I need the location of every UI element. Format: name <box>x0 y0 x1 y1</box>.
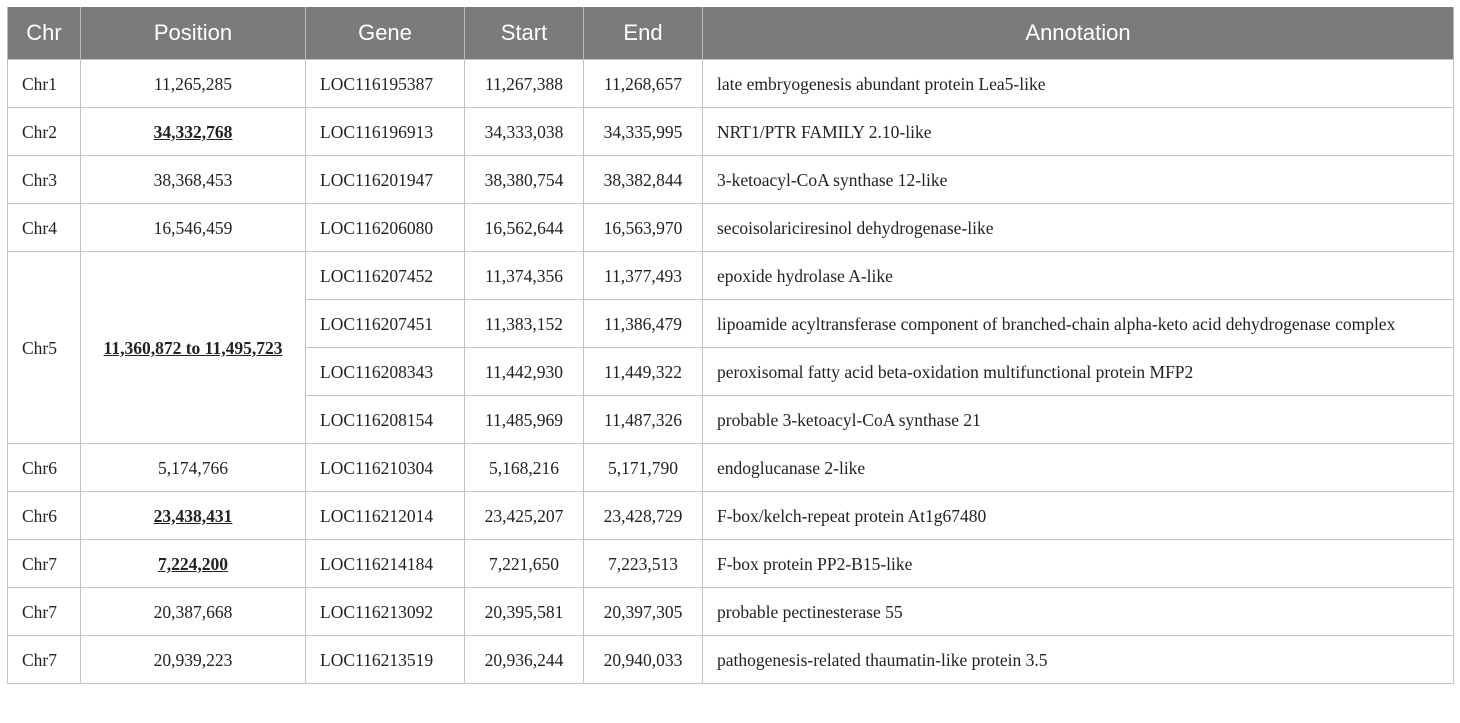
header-row <box>8 7 1454 60</box>
annotation-cell: secoisolariciresinol dehydrogenase-like <box>703 204 1454 252</box>
gene-cell: LOC116210304 <box>306 444 465 492</box>
position-cell: 20,939,223 <box>81 636 306 684</box>
position-cell: 5,174,766 <box>81 444 306 492</box>
gene-table <box>7 7 1454 684</box>
annotation-cell: pathogenesis-related thaumatin-like protein 3.5 <box>703 636 1454 684</box>
gene-cell: LOC116201947 <box>306 156 465 204</box>
end-cell: 11,268,657 <box>584 60 703 108</box>
table-body <box>8 60 1454 684</box>
end-cell: 11,487,326 <box>584 396 703 444</box>
position-cell <box>81 492 306 540</box>
gene-cell: LOC116196913 <box>306 108 465 156</box>
highlighted-position: 7,224,200 <box>158 553 228 574</box>
end-cell: 34,335,995 <box>584 108 703 156</box>
chr-cell: Chr6 <box>8 444 81 492</box>
table-row <box>8 492 1454 540</box>
annotation-cell: 3-ketoacyl-CoA synthase 12-like <box>703 156 1454 204</box>
start-cell: 11,267,388 <box>465 60 584 108</box>
position-cell: 38,368,453 <box>81 156 306 204</box>
start-cell: 34,333,038 <box>465 108 584 156</box>
end-cell: 23,428,729 <box>584 492 703 540</box>
header-chr: Chr <box>8 7 81 60</box>
highlighted-position: 23,438,431 <box>153 505 233 526</box>
start-cell: 16,562,644 <box>465 204 584 252</box>
gene-cell: LOC116207452 <box>306 252 465 300</box>
end-cell: 16,563,970 <box>584 204 703 252</box>
gene-cell: LOC116214184 <box>306 540 465 588</box>
gene-cell: LOC116208343 <box>306 348 465 396</box>
chr-cell: Chr2 <box>8 108 81 156</box>
position-cell <box>81 540 306 588</box>
start-cell: 23,425,207 <box>465 492 584 540</box>
annotation-cell: probable 3-ketoacyl-CoA synthase 21 <box>703 396 1454 444</box>
end-cell: 7,223,513 <box>584 540 703 588</box>
start-cell: 11,485,969 <box>465 396 584 444</box>
header-annotation: Annotation <box>703 7 1454 60</box>
table-row <box>8 588 1454 636</box>
start-cell: 11,374,356 <box>465 252 584 300</box>
start-cell: 11,442,930 <box>465 348 584 396</box>
start-cell: 7,221,650 <box>465 540 584 588</box>
end-cell: 20,397,305 <box>584 588 703 636</box>
annotation-cell: lipoamide acyltransferase component of branched-chain alpha-keto acid dehydrogenase complex <box>703 300 1454 348</box>
position-cell <box>81 252 306 444</box>
position-cell: 16,546,459 <box>81 204 306 252</box>
table-row <box>8 156 1454 204</box>
start-cell: 20,395,581 <box>465 588 584 636</box>
position-cell <box>81 108 306 156</box>
table-header <box>8 7 1454 60</box>
table-row <box>8 252 1454 300</box>
gene-cell: LOC116195387 <box>306 60 465 108</box>
chr-cell: Chr4 <box>8 204 81 252</box>
highlighted-position: 34,332,768 <box>153 121 233 142</box>
table-row <box>8 636 1454 684</box>
chr-cell: Chr6 <box>8 492 81 540</box>
table-row <box>8 60 1454 108</box>
annotation-cell: peroxisomal fatty acid beta-oxidation multifunctional protein MFP2 <box>703 348 1454 396</box>
annotation-cell: late embryogenesis abundant protein Lea5-like <box>703 60 1454 108</box>
chr-cell: Chr1 <box>8 60 81 108</box>
annotation-cell: probable pectinesterase 55 <box>703 588 1454 636</box>
gene-cell: LOC116208154 <box>306 396 465 444</box>
gene-cell: LOC116207451 <box>306 300 465 348</box>
end-cell: 11,449,322 <box>584 348 703 396</box>
start-cell: 38,380,754 <box>465 156 584 204</box>
position-cell: 20,387,668 <box>81 588 306 636</box>
chr-cell: Chr5 <box>8 252 81 444</box>
annotation-cell: endoglucanase 2-like <box>703 444 1454 492</box>
table-row <box>8 204 1454 252</box>
start-cell: 20,936,244 <box>465 636 584 684</box>
end-cell: 38,382,844 <box>584 156 703 204</box>
end-cell: 11,386,479 <box>584 300 703 348</box>
table-row <box>8 108 1454 156</box>
gene-cell: LOC116212014 <box>306 492 465 540</box>
annotation-cell: F-box protein PP2-B15-like <box>703 540 1454 588</box>
gene-cell: LOC116213519 <box>306 636 465 684</box>
header-position: Position <box>81 7 306 60</box>
gene-cell: LOC116206080 <box>306 204 465 252</box>
end-cell: 5,171,790 <box>584 444 703 492</box>
chr-cell: Chr3 <box>8 156 81 204</box>
chr-cell: Chr7 <box>8 540 81 588</box>
end-cell: 20,940,033 <box>584 636 703 684</box>
header-gene: Gene <box>306 7 465 60</box>
header-end: End <box>584 7 703 60</box>
table-row <box>8 444 1454 492</box>
annotation-cell: F-box/kelch-repeat protein At1g67480 <box>703 492 1454 540</box>
chr-cell: Chr7 <box>8 588 81 636</box>
start-cell: 5,168,216 <box>465 444 584 492</box>
start-cell: 11,383,152 <box>465 300 584 348</box>
highlighted-position: 11,360,872 to 11,495,723 <box>103 337 283 358</box>
annotation-cell: NRT1/PTR FAMILY 2.10-like <box>703 108 1454 156</box>
chr-cell: Chr7 <box>8 636 81 684</box>
header-start: Start <box>465 7 584 60</box>
position-cell: 11,265,285 <box>81 60 306 108</box>
gene-cell: LOC116213092 <box>306 588 465 636</box>
end-cell: 11,377,493 <box>584 252 703 300</box>
annotation-cell: epoxide hydrolase A-like <box>703 252 1454 300</box>
table-row <box>8 540 1454 588</box>
